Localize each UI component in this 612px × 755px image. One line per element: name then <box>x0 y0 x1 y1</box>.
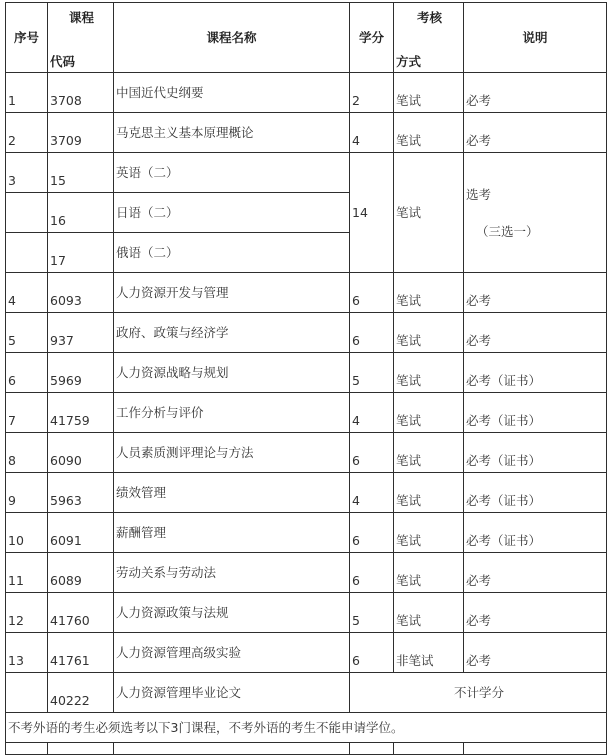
empty-cell <box>350 743 394 755</box>
row-index <box>6 233 48 273</box>
row-credit: 4 <box>350 113 394 153</box>
table-row <box>6 473 607 513</box>
row-code: 3709 <box>48 113 114 153</box>
row-index: 4 <box>6 273 48 313</box>
row-credit: 6 <box>350 433 394 473</box>
row-index: 13 <box>6 633 48 673</box>
row-code: 16 <box>48 193 114 233</box>
row-course-name: 人员素质测评理论与方法 <box>114 433 350 473</box>
row-remark: 必考 <box>464 113 607 153</box>
row-course-name: 英语（二） <box>114 153 350 193</box>
trailing-row <box>6 743 607 755</box>
header-row <box>6 3 607 73</box>
empty-cell <box>394 743 464 755</box>
row-credit: 6 <box>350 273 394 313</box>
row-exam: 笔试 <box>394 113 464 153</box>
header-code-bottom: 代码 <box>50 54 76 69</box>
row-index: 10 <box>6 513 48 553</box>
row-credit: 6 <box>350 553 394 593</box>
table-row-language <box>6 153 607 193</box>
row-course-name: 人力资源战略与规划 <box>114 353 350 393</box>
row-index: 3 <box>6 153 48 193</box>
row-remark: 必考 <box>464 273 607 313</box>
table-row <box>6 353 607 393</box>
row-code: 937 <box>48 313 114 353</box>
course-table <box>5 2 607 755</box>
row-code: 41761 <box>48 633 114 673</box>
row-exam: 笔试 <box>394 513 464 553</box>
table-row <box>6 393 607 433</box>
row-index: 12 <box>6 593 48 633</box>
header-exam-bottom: 方式 <box>396 54 422 69</box>
row-course-name: 人力资源管理毕业论文 <box>114 673 350 713</box>
row-code: 6090 <box>48 433 114 473</box>
row-code: 41759 <box>48 393 114 433</box>
row-remark: 必考（证书） <box>464 353 607 393</box>
row-index: 1 <box>6 73 48 113</box>
header-exam <box>394 3 464 73</box>
row-remark: 必考（证书） <box>464 473 607 513</box>
row-course-name: 绩效管理 <box>114 473 350 513</box>
row-index: 7 <box>6 393 48 433</box>
row-index: 2 <box>6 113 48 153</box>
row-code: 3708 <box>48 73 114 113</box>
row-credit: 2 <box>350 73 394 113</box>
row-code: 6093 <box>48 273 114 313</box>
row-course-name: 马克思主义基本原理概论 <box>114 113 350 153</box>
row-index: 8 <box>6 433 48 473</box>
row-index: 5 <box>6 313 48 353</box>
table-row <box>6 513 607 553</box>
header-name: 课程名称 <box>114 3 350 73</box>
row-code: 5963 <box>48 473 114 513</box>
row-credit: 4 <box>350 393 394 433</box>
row-exam: 笔试 <box>394 473 464 513</box>
row-credit: 4 <box>350 473 394 513</box>
table-row <box>6 433 607 473</box>
row-course-name: 薪酬管理 <box>114 513 350 553</box>
row-course-name: 中国近代史纲要 <box>114 73 350 113</box>
row-index: 6 <box>6 353 48 393</box>
language-exam: 笔试 <box>394 153 464 273</box>
row-code: 17 <box>48 233 114 273</box>
empty-cell <box>48 743 114 755</box>
table-row <box>6 593 607 633</box>
header-exam-top: 考核 <box>416 10 442 25</box>
row-remark: 必考 <box>464 313 607 353</box>
language-remark <box>464 153 607 273</box>
table-row <box>6 633 607 673</box>
header-remark: 说明 <box>464 3 607 73</box>
table-body <box>6 3 607 755</box>
row-exam: 笔试 <box>394 553 464 593</box>
row-credit: 6 <box>350 633 394 673</box>
header-code-top: 课程 <box>68 10 94 25</box>
header-code <box>48 3 114 73</box>
table-row <box>6 273 607 313</box>
language-remark-line2: （三选一） <box>476 223 539 239</box>
row-code: 5969 <box>48 353 114 393</box>
empty-cell <box>6 743 48 755</box>
row-remark: 必考 <box>464 73 607 113</box>
row-remark: 必考 <box>464 633 607 673</box>
row-credit: 5 <box>350 353 394 393</box>
row-exam: 笔试 <box>394 273 464 313</box>
row-course-name: 劳动关系与劳动法 <box>114 553 350 593</box>
row-exam: 笔试 <box>394 313 464 353</box>
row-index: 9 <box>6 473 48 513</box>
empty-cell <box>114 743 350 755</box>
table-row <box>6 313 607 353</box>
row-exam: 笔试 <box>394 73 464 113</box>
row-course-name: 人力资源政策与法规 <box>114 593 350 633</box>
language-remark-line1: 选考 <box>466 186 492 202</box>
row-code: 6089 <box>48 553 114 593</box>
row-course-name: 人力资源开发与管理 <box>114 273 350 313</box>
row-course-name: 工作分析与评价 <box>114 393 350 433</box>
row-remark: 必考（证书） <box>464 433 607 473</box>
row-credit: 5 <box>350 593 394 633</box>
row-credit: 6 <box>350 513 394 553</box>
row-remark: 必考 <box>464 593 607 633</box>
row-code: 40222 <box>48 673 114 713</box>
table-row <box>6 113 607 153</box>
table-row-thesis <box>6 673 607 713</box>
row-course-name: 政府、政策与经济学 <box>114 313 350 353</box>
row-code: 6091 <box>48 513 114 553</box>
row-exam: 笔试 <box>394 433 464 473</box>
row-code: 41760 <box>48 593 114 633</box>
row-course-name: 人力资源管理高级实验 <box>114 633 350 673</box>
language-credit: 14 <box>350 153 394 273</box>
row-exam: 笔试 <box>394 353 464 393</box>
row-index <box>6 673 48 713</box>
row-exam: 笔试 <box>394 593 464 633</box>
row-course-name: 日语（二） <box>114 193 350 233</box>
row-course-name: 俄语（二） <box>114 233 350 273</box>
empty-cell <box>464 743 607 755</box>
row-remark: 必考 <box>464 553 607 593</box>
table-row <box>6 553 607 593</box>
row-remark: 必考（证书） <box>464 393 607 433</box>
row-index <box>6 193 48 233</box>
row-credit: 6 <box>350 313 394 353</box>
row-remark: 必考（证书） <box>464 513 607 553</box>
table-row <box>6 73 607 113</box>
row-exam: 非笔试 <box>394 633 464 673</box>
header-index: 序号 <box>6 3 48 73</box>
note-row <box>6 713 607 743</box>
thesis-exempt: 不计学分 <box>350 673 607 713</box>
header-credit: 学分 <box>350 3 394 73</box>
row-index: 11 <box>6 553 48 593</box>
row-code: 15 <box>48 153 114 193</box>
note-text: 不考外语的考生必须选考以下3门课程，不考外语的考生不能申请学位。 <box>6 713 607 743</box>
row-exam: 笔试 <box>394 393 464 433</box>
